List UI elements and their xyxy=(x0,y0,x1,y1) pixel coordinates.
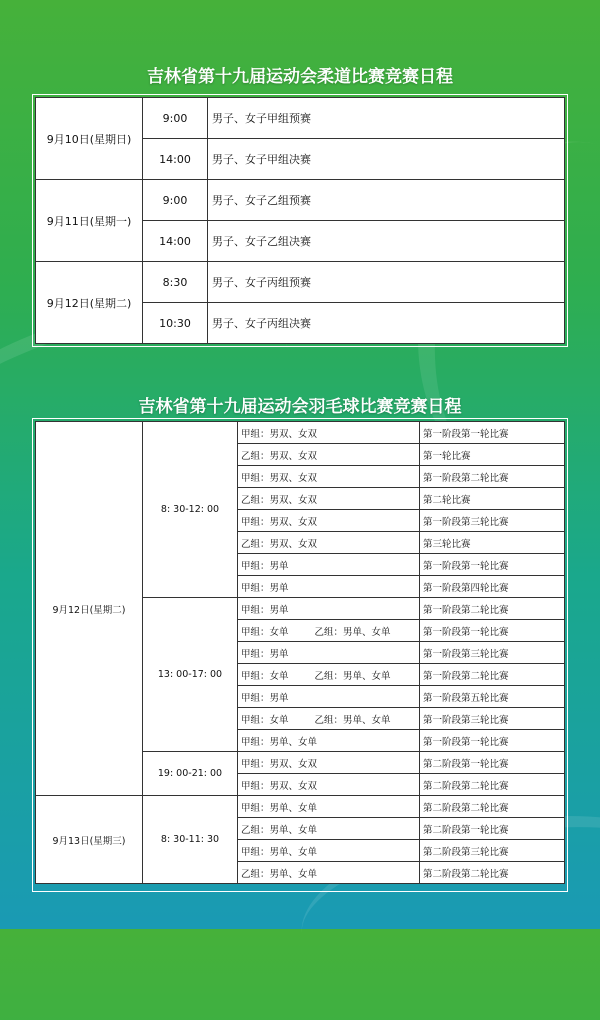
event-cell: 男子、女子乙组预赛 xyxy=(208,180,565,221)
group-cell xyxy=(238,642,420,664)
group-cell xyxy=(238,620,420,642)
group-label: 甲组：女单 xyxy=(241,626,289,638)
table-row xyxy=(36,180,565,221)
date-cell: 9月12日(星期二) xyxy=(36,262,143,344)
table-row xyxy=(36,262,565,303)
time-cell: 13: 00-17: 00 xyxy=(143,598,238,752)
group-cell xyxy=(238,664,420,686)
round-cell: 第一阶段第二轮比赛 xyxy=(420,664,565,686)
event-cell: 男子、女子丙组决赛 xyxy=(208,303,565,344)
group-cell xyxy=(238,862,420,884)
round-cell: 第二轮比赛 xyxy=(420,488,565,510)
badminton-schedule-table xyxy=(35,421,565,884)
date-cell: 9月13日(星期三) xyxy=(36,796,143,884)
second-group-label: 乙组：男单、女单 xyxy=(314,714,391,726)
time-cell: 10:30 xyxy=(143,303,208,344)
group-cell xyxy=(238,488,420,510)
time-cell: 19: 00-21: 00 xyxy=(143,752,238,796)
group-cell xyxy=(238,532,420,554)
group-cell xyxy=(238,598,420,620)
group-cell xyxy=(238,708,420,730)
judo-schedule-title: 吉林省第十九届运动会柔道比赛竞赛日程 xyxy=(147,67,453,87)
time-cell: 8:30 xyxy=(143,262,208,303)
group-cell xyxy=(238,818,420,840)
second-group-label: 乙组：男单、女单 xyxy=(314,670,391,682)
group-label: 甲组：男单 xyxy=(241,604,289,616)
time-cell: 9:00 xyxy=(143,98,208,139)
group-label: 甲组：男双、女双 xyxy=(241,516,318,528)
round-cell: 第二阶段第二轮比赛 xyxy=(420,774,565,796)
round-cell: 第二阶段第一轮比赛 xyxy=(420,818,565,840)
round-cell: 第一轮比赛 xyxy=(420,444,565,466)
round-cell: 第一阶段第一轮比赛 xyxy=(420,422,565,444)
group-label: 甲组：女单 xyxy=(241,670,289,682)
time-cell: 8: 30-12: 00 xyxy=(143,422,238,598)
group-label: 甲组：男单、女单 xyxy=(241,802,318,814)
group-cell xyxy=(238,576,420,598)
group-cell xyxy=(238,444,420,466)
group-label: 甲组：男单、女单 xyxy=(241,846,318,858)
round-cell: 第一阶段第四轮比赛 xyxy=(420,576,565,598)
group-label: 乙组：男双、女双 xyxy=(241,450,318,462)
group-label: 甲组：女单 xyxy=(241,714,289,726)
event-cell: 男子、女子丙组预赛 xyxy=(208,262,565,303)
event-cell: 男子、女子乙组决赛 xyxy=(208,221,565,262)
round-cell: 第三轮比赛 xyxy=(420,532,565,554)
group-label: 乙组：男双、女双 xyxy=(241,538,318,550)
time-cell: 14:00 xyxy=(143,139,208,180)
round-cell: 第一阶段第五轮比赛 xyxy=(420,686,565,708)
round-cell: 第一阶段第一轮比赛 xyxy=(420,554,565,576)
group-label: 甲组：男单 xyxy=(241,582,289,594)
group-label: 乙组：男单、女单 xyxy=(241,868,318,880)
group-cell xyxy=(238,840,420,862)
group-label: 甲组：男双、女双 xyxy=(241,780,318,792)
group-label: 甲组：男双、女双 xyxy=(241,428,318,440)
time-cell: 14:00 xyxy=(143,221,208,262)
date-cell: 9月11日(星期一) xyxy=(36,180,143,262)
group-label: 甲组：男单 xyxy=(241,648,289,660)
round-cell: 第一阶段第二轮比赛 xyxy=(420,598,565,620)
group-cell xyxy=(238,510,420,532)
group-label: 甲组：男双、女双 xyxy=(241,472,318,484)
round-cell: 第二阶段第一轮比赛 xyxy=(420,752,565,774)
round-cell: 第二阶段第二轮比赛 xyxy=(420,862,565,884)
group-cell xyxy=(238,796,420,818)
date-cell: 9月12日(星期二) xyxy=(36,422,143,796)
round-cell: 第一阶段第二轮比赛 xyxy=(420,466,565,488)
badminton-schedule-title: 吉林省第十九届运动会羽毛球比赛竞赛日程 xyxy=(138,397,462,417)
group-label: 甲组：男单、女单 xyxy=(241,736,318,748)
group-label: 乙组：男双、女双 xyxy=(241,494,318,506)
table-row xyxy=(36,422,565,444)
group-cell xyxy=(238,686,420,708)
event-cell: 男子、女子甲组预赛 xyxy=(208,98,565,139)
group-label: 甲组：男双、女双 xyxy=(241,758,318,770)
time-cell: 9:00 xyxy=(143,180,208,221)
table-row xyxy=(36,98,565,139)
group-cell xyxy=(238,422,420,444)
group-cell xyxy=(238,466,420,488)
group-cell xyxy=(238,774,420,796)
round-cell: 第一阶段第三轮比赛 xyxy=(420,642,565,664)
group-label: 乙组：男单、女单 xyxy=(241,824,318,836)
judo-schedule-table xyxy=(35,97,565,344)
round-cell: 第一阶段第一轮比赛 xyxy=(420,730,565,752)
round-cell: 第一阶段第三轮比赛 xyxy=(420,708,565,730)
time-cell: 8: 30-11: 30 xyxy=(143,796,238,884)
round-cell: 第二阶段第二轮比赛 xyxy=(420,796,565,818)
event-cell: 男子、女子甲组决赛 xyxy=(208,139,565,180)
round-cell: 第一阶段第一轮比赛 xyxy=(420,620,565,642)
group-cell xyxy=(238,554,420,576)
group-cell xyxy=(238,752,420,774)
round-cell: 第一阶段第三轮比赛 xyxy=(420,510,565,532)
group-label: 甲组：男单 xyxy=(241,560,289,572)
table-row xyxy=(36,796,565,818)
group-label: 甲组：男单 xyxy=(241,692,289,704)
second-group-label: 乙组：男单、女单 xyxy=(314,626,391,638)
date-cell: 9月10日(星期日) xyxy=(36,98,143,180)
group-cell xyxy=(238,730,420,752)
round-cell: 第二阶段第三轮比赛 xyxy=(420,840,565,862)
